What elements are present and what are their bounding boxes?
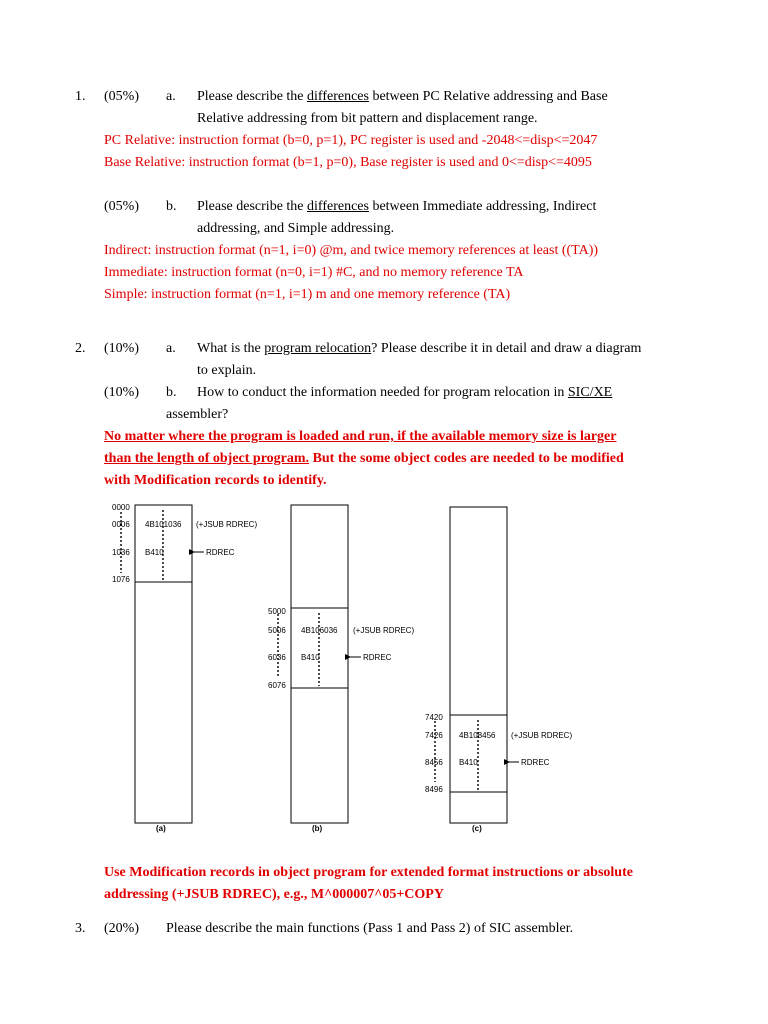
diagram-caption-b: (b) (312, 824, 323, 833)
q1a-answer-line1: PC Relative: instruction format (b=0, p=1), PC register is used and -2048<=disp<=2047 (104, 133, 598, 148)
q2b-percent: (10%) (104, 385, 139, 400)
q2b-question-line1: How to conduct the information needed for program relocation in SIC/XE (197, 385, 613, 400)
q1b-letter: b. (166, 199, 177, 214)
q2a-letter: a. (166, 341, 176, 356)
memory-block-c (450, 507, 507, 823)
jsub-label-b: (+JSUB RDREC) (353, 626, 415, 635)
memory-diagram-b (268, 505, 414, 833)
address-jsub-c: 7426 (425, 731, 443, 740)
address-jsub-a: 0006 (112, 520, 130, 529)
object-code-jsub-c: 4B108456 (459, 731, 496, 740)
q1a-percent: (05%) (104, 89, 139, 104)
q2-answer-line2: than the length of object program. But the some object codes are needed to be modified (104, 451, 624, 466)
memory-block-b (291, 505, 348, 823)
q1-number: 1. (75, 89, 86, 104)
q1a-question-line1: Please describe the differences between PC Relative addressing and Base (197, 89, 608, 104)
address-start-c: 7420 (425, 713, 443, 722)
q3-percent: (20%) (104, 921, 139, 936)
object-code-jsub-b: 4B106036 (301, 626, 338, 635)
q1b-percent: (05%) (104, 199, 139, 214)
rdrec-label-b: RDREC (363, 653, 392, 662)
object-code-jsub-a: 4B101036 (145, 520, 182, 529)
modification-note-line2: addressing (+JSUB RDREC), e.g., M^000007^05+COPY (104, 887, 444, 902)
address-rdrec-b: 6036 (268, 653, 286, 662)
address-jsub-b: 5006 (268, 626, 286, 635)
q3-question: Please describe the main functions (Pass 1 and Pass 2) of SIC assembler. (166, 921, 574, 936)
q2-answer-line3: with Modification records to identify. (104, 473, 327, 488)
diagram-caption-c: (c) (472, 824, 482, 833)
q2a-question-line2: to explain. (197, 363, 257, 378)
q1b-answer-line1: Indirect: instruction format (n=1, i=0) @m, and twice memory references at least ((TA)) (104, 243, 599, 258)
address-rdrec-c: 8456 (425, 758, 443, 767)
rdrec-label-c: RDREC (521, 758, 550, 767)
q1b-question-line1: Please describe the differences between Immediate addressing, Indirect (197, 199, 597, 214)
q1b-answer-line3: Simple: instruction format (n=1, i=1) m and one memory reference (TA) (104, 287, 511, 302)
q1a-letter: a. (166, 89, 176, 104)
rdrec-label-a: RDREC (206, 548, 235, 557)
modification-note-line1: Use Modification records in object program for extended format instructions or absolute (104, 865, 633, 880)
address-rdrec-a: 1036 (112, 548, 130, 557)
jsub-label-c: (+JSUB RDREC) (511, 731, 573, 740)
object-code-rdrec-c: B410 (459, 758, 478, 767)
address-end-b: 6076 (268, 681, 286, 690)
diagram-caption-a: (a) (156, 824, 166, 833)
memory-diagram-a (112, 503, 257, 833)
object-code-rdrec-b: B410 (301, 653, 320, 662)
q2-number: 2. (75, 341, 86, 356)
q2b-letter: b. (166, 385, 177, 400)
q2a-question-line1: What is the program relocation? Please describe it in detail and draw a diagram (197, 341, 642, 356)
q2b-question-line2: assembler? (166, 407, 229, 422)
q2-answer-line1: No matter where the program is loaded and run, if the available memory size is larger (104, 429, 617, 444)
jsub-label-a: (+JSUB RDREC) (196, 520, 258, 529)
q1b-question-line2: addressing, and Simple addressing. (197, 221, 395, 236)
q1a-question-line2: Relative addressing from bit pattern and displacement range. (197, 111, 538, 126)
address-end-a: 1076 (112, 575, 130, 584)
address-start-b: 5000 (268, 607, 286, 616)
address-start-a: 0000 (112, 503, 130, 512)
object-code-rdrec-a: B410 (145, 548, 164, 557)
q1a-answer-line2: Base Relative: instruction format (b=1, p=0), Base register is used and 0<=disp<=4095 (104, 155, 592, 170)
memory-diagram-c (425, 507, 572, 833)
q2a-percent: (10%) (104, 341, 139, 356)
q1b-answer-line2: Immediate: instruction format (n=0, i=1) #C, and no memory reference TA (104, 265, 524, 280)
q3-number: 3. (75, 921, 86, 936)
address-end-c: 8496 (425, 785, 443, 794)
